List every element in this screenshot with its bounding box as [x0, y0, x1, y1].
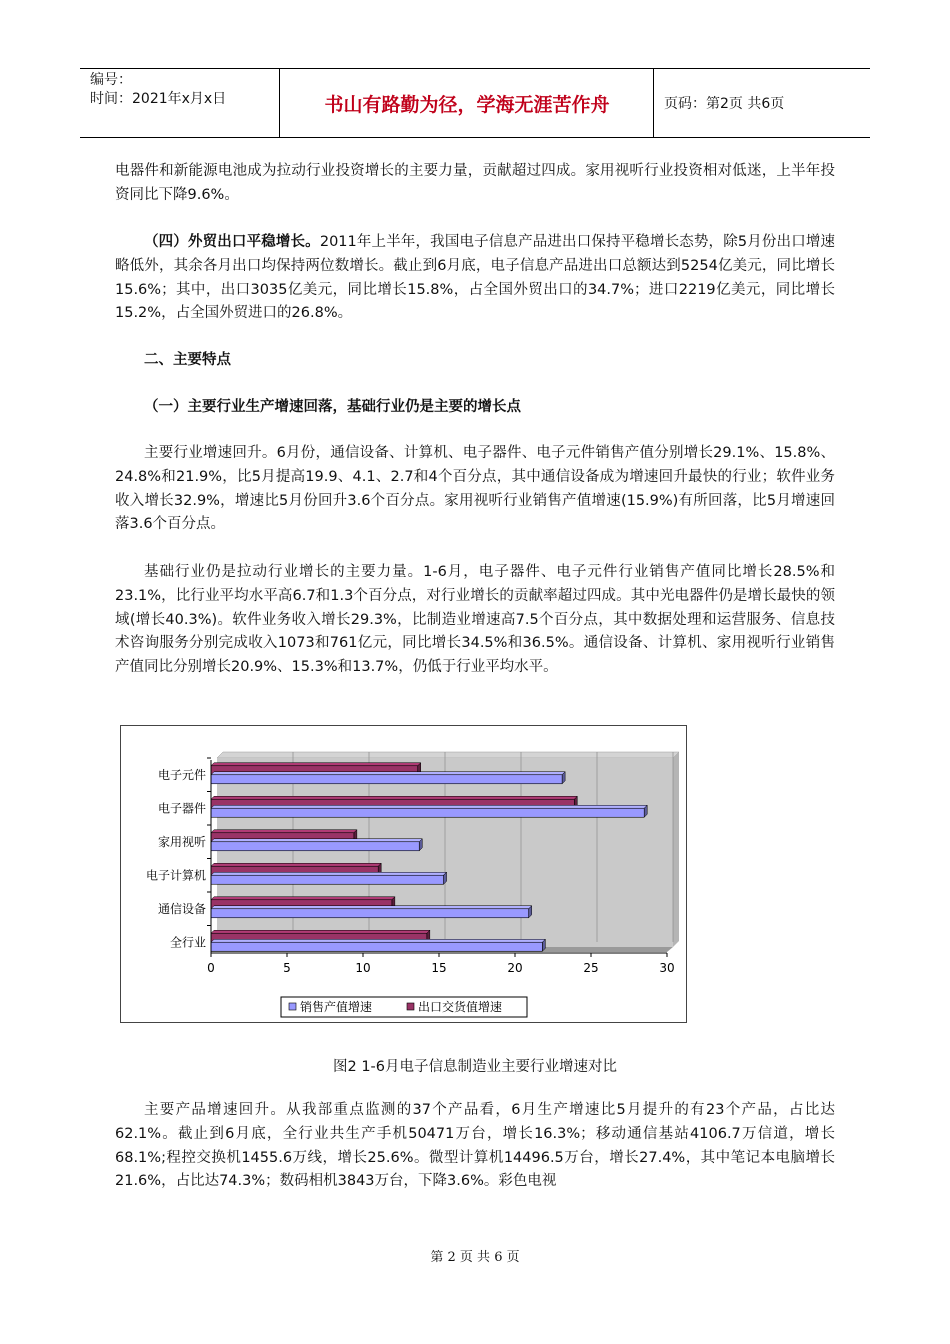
- bar-top-0: [211, 772, 565, 775]
- bar-top-1: [211, 930, 430, 933]
- chart-caption: 图2 1-6月电子信息制造业主要行业增速对比: [332, 1059, 618, 1075]
- x-tick-label: 0: [207, 961, 215, 975]
- bar-0: [211, 808, 644, 817]
- time-label: 时间：2021年x月x日: [90, 91, 227, 107]
- bar-top-1: [211, 763, 421, 766]
- category-label: 全行业: [169, 935, 206, 950]
- bar-chart: [120, 725, 687, 1023]
- bar-top-1: [211, 863, 381, 866]
- x-tick-label: 15: [431, 961, 447, 975]
- bar-top-0: [211, 839, 422, 842]
- page-header: [80, 68, 870, 138]
- bar-0: [211, 875, 444, 884]
- chart-svg: [121, 726, 686, 1022]
- x-tick-label: 30: [659, 961, 675, 975]
- header-page-info: 页码：第2页 共6页: [664, 96, 785, 112]
- legend-label: 销售产值增速: [300, 1000, 373, 1014]
- paragraph-foreign-trade: [115, 231, 835, 326]
- bar-top-0: [211, 939, 545, 942]
- section-title-foreign-trade: （四）外贸出口平稳增长。: [144, 234, 320, 250]
- foreign-trade-text: 2011年上半年，我国电子信息产品进出口保持平稳增长态势，除5月份出口增速略低外，其余各月出口均保持两位数增长。截止到6月底，电子信息产品进出口总额达到5254亿美元，同比增长15.6%；其中，出口3035亿美元，同比增长15.8%，占全国外贸出口的34.7%；进口2219亿美元，同比增长15.2%，占全国外贸进口的26.8%。: [115, 234, 836, 322]
- x-tick-label: 10: [355, 961, 371, 975]
- bar-top-0: [211, 906, 532, 909]
- page-footer: 第 2 页 共 6 页: [430, 1250, 520, 1265]
- bar-top-1: [211, 830, 357, 833]
- number-label: 编号：: [90, 72, 132, 88]
- bar-0: [211, 942, 542, 951]
- bar-0: [211, 775, 562, 784]
- bar-top-0: [211, 805, 647, 808]
- legend-swatch: [289, 1003, 296, 1010]
- paragraph-investment: 电器件和新能源电池成为拉动行业投资增长的主要力量，贡献超过四成。家用视听行业投资相对低迷，上半年投资同比下降9.6%。: [115, 163, 835, 203]
- x-tick-label: 20: [507, 961, 523, 975]
- header-meta: [80, 69, 280, 137]
- bar-0: [211, 909, 529, 918]
- category-label: 电子计算机: [145, 868, 206, 883]
- bar-0: [211, 842, 419, 851]
- category-label: 电子器件: [157, 801, 206, 816]
- x-tick-label: 25: [583, 961, 599, 975]
- heading-main-features: 二、主要特点: [144, 352, 231, 368]
- plot-side: [673, 752, 679, 947]
- category-label: 通信设备: [157, 901, 206, 916]
- legend-label: 出口交货值增速: [418, 1000, 503, 1014]
- paragraph-basic-industry: 基础行业仍是拉动行业增长的主要力量。1-6月，电子器件、电子元件行业销售产值同比增长28.5%和23.1%，比行业平均水平高6.7和1.3个百分点，对行业增长的贡献率超过四成。其中光电器件仍是增长最快的领域(增长40.3%)。软件业务收入增长29.3%，比制造业增速高7.5个百分点，其中数据处理和运营服务、信息技术咨询服务分别完成收入1073和761亿元，同比增长34.5%和36.5%。通信设备、计算机、家用视听行业销售产值同比分别增长20.9%、15.3%和13.7%，仍低于行业平均水平。: [115, 564, 835, 676]
- category-label: 电子元件: [157, 767, 206, 782]
- category-label: 家用视听: [157, 834, 206, 849]
- paragraph-industry-growth: 主要行业增速回升。6月份，通信设备、计算机、电子器件、电子元件销售产值分别增长29.1%、15.8%、24.8%和21.9%，比5月提高19.9、4.1、2.7和4个百分点，其中通信设备成为增速回升最快的行业；软件业务收入增长32.9%，增速比5月份回升3.6个百分点。家用视听行业销售产值增速(15.9%)有所回落，比5月增速回落3.6个百分点。: [115, 445, 835, 533]
- chart-back-top: [217, 752, 679, 758]
- bar-top-1: [211, 897, 395, 900]
- x-tick-label: 5: [283, 961, 291, 975]
- paragraph-products: 主要产品增速回升。从我部重点监测的37个产品看，6月生产增速比5月提升的有23个产品，占比达62.1%。截止到6月底，全行业共生产手机50471万台，增长16.3%；移动通信基站4106.7万信道，增长68.1%;程控交换机1455.6万线，增长25.6%。微型计算机14496.5万台，增长27.4%，其中笔记本电脑增长21.6%，占比达74.3%；数码相机3843万台，下降3.6%。彩色电视: [115, 1102, 835, 1190]
- bar-top-1: [211, 796, 577, 799]
- heading-growth-points: （一）主要行业生产增速回落，基础行业仍是主要的增长点: [144, 399, 521, 415]
- legend-swatch: [407, 1003, 414, 1010]
- header-motto: 书山有路勤为径，学海无涯苦作舟: [281, 69, 654, 137]
- bar-top-0: [211, 872, 447, 875]
